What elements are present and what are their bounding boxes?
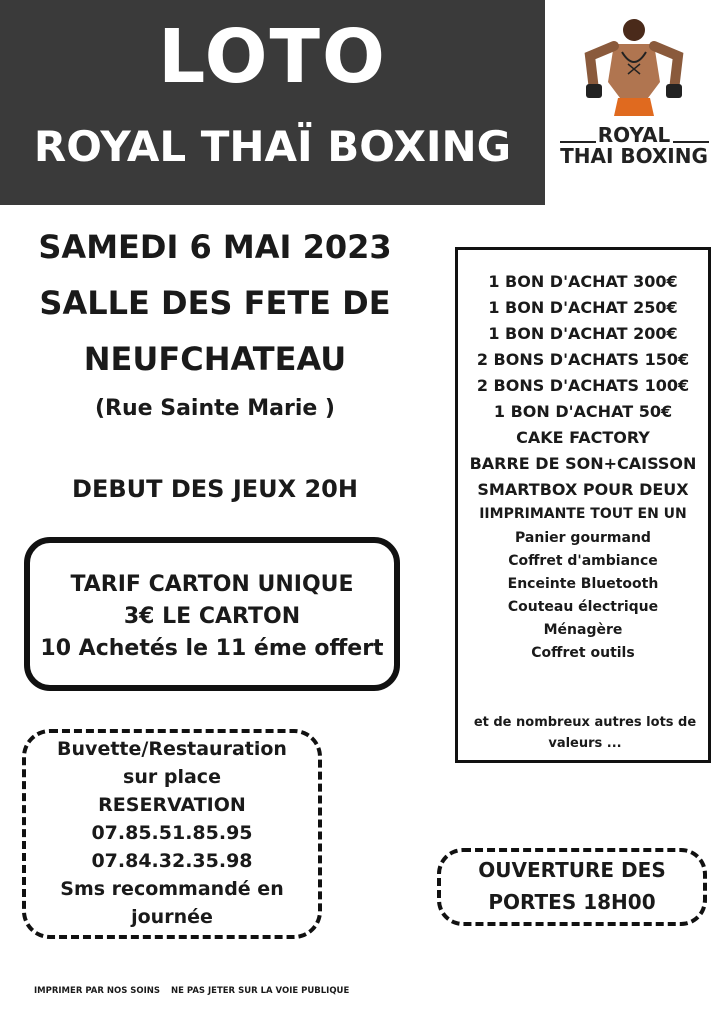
- buvette-line: Buvette/Restauration: [57, 738, 287, 760]
- tarif-line3: 10 Achetés le 11 éme offert: [40, 636, 384, 661]
- prize-item: Coffret outils: [531, 645, 635, 661]
- buvette-phone: 07.85.51.85.95: [91, 822, 253, 844]
- buvette-phone: 07.84.32.35.98: [91, 850, 253, 872]
- logo-line2: THAI BOXING: [560, 144, 708, 168]
- prize-item: Panier gourmand: [515, 530, 651, 546]
- logo-text: [548, 125, 720, 167]
- footer-right: NE PAS JETER SUR LA VOIE PUBLIQUE: [171, 986, 350, 996]
- buvette-line: Sms recommandé en: [60, 878, 284, 900]
- buvette-line: journée: [131, 906, 213, 928]
- event-start-time: DEBUT DES JEUX 20H: [72, 475, 358, 503]
- footer-left: IMPRIMER PAR NOS SOINS: [34, 986, 161, 996]
- prize-item: Enceinte Bluetooth: [507, 576, 659, 592]
- footer-note: [34, 986, 349, 996]
- prize-item: 2 BONS D'ACHATS 100€: [476, 376, 690, 395]
- prize-note: et de nombreux autres lots de valeurs ...: [473, 715, 697, 751]
- prize-item: Coffret d'ambiance: [508, 553, 658, 569]
- event-street: (Rue Sainte Marie ): [95, 396, 335, 421]
- tarif-line2: 3€ LE CARTON: [123, 604, 301, 629]
- prize-item: BARRE DE SON+CAISSON: [469, 454, 697, 473]
- prize-item: 1 BON D'ACHAT 300€: [488, 272, 678, 291]
- prize-item: 1 BON D'ACHAT 200€: [488, 324, 678, 343]
- logo-line1: ROYAL: [597, 123, 671, 147]
- prize-item: Couteau électrique: [507, 599, 659, 615]
- prize-item: 2 BONS D'ACHATS 150€: [476, 350, 690, 369]
- prize-item: IIMPRIMANTE TOUT EN UN: [479, 506, 687, 522]
- ouverture-line2: PORTES 18H00: [488, 890, 656, 914]
- buvette-line: RESERVATION: [98, 794, 246, 816]
- buvette-line: sur place: [123, 766, 221, 788]
- prize-item: 1 BON D'ACHAT 50€: [493, 402, 673, 421]
- page-subtitle: ROYAL THAÏ BOXING: [33, 122, 512, 171]
- event-date: SAMEDI 6 MAI 2023: [38, 228, 392, 266]
- page-title: LOTO: [158, 14, 387, 100]
- tarif-line1: TARIF CARTON UNIQUE: [70, 572, 354, 597]
- ouverture-line1: OUVERTURE DES: [478, 858, 666, 882]
- prize-item: CAKE FACTORY: [516, 428, 650, 447]
- event-venue-line1: SALLE DES FETE DE: [39, 284, 391, 322]
- prize-item: SMARTBOX POUR DEUX: [477, 480, 689, 499]
- prize-item: 1 BON D'ACHAT 250€: [488, 298, 678, 317]
- event-venue-line2: NEUFCHATEAU: [83, 340, 347, 378]
- prize-item: Ménagère: [543, 622, 623, 638]
